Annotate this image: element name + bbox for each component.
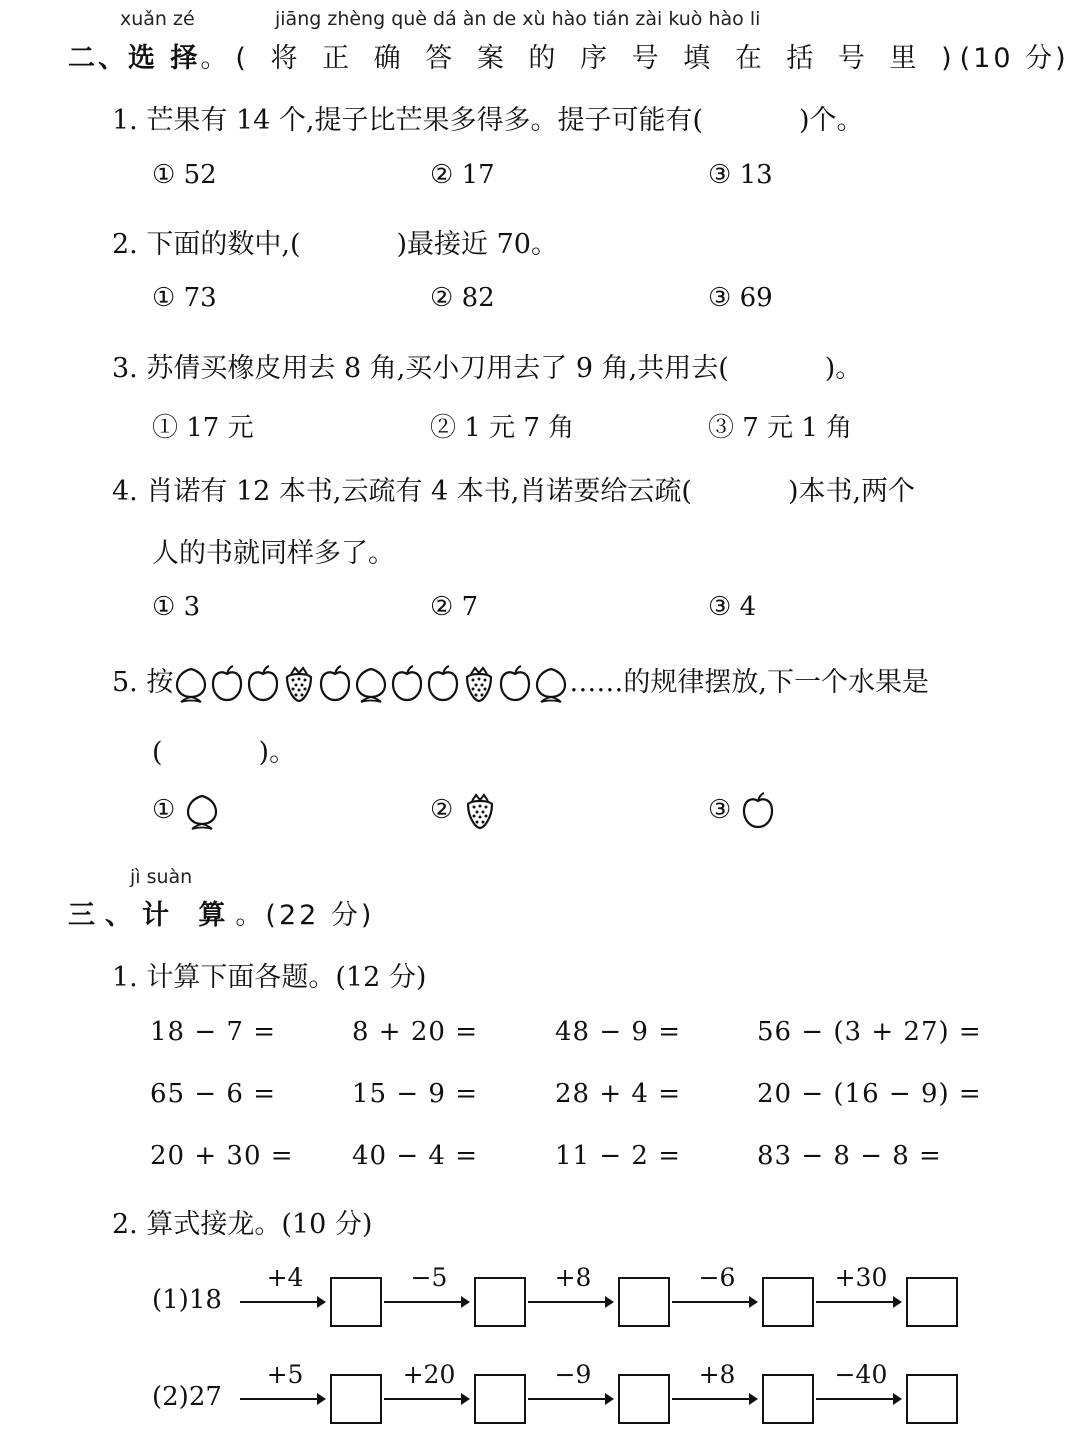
question-text: 芒果有 14 个,提子比芒果多得多。提子可能有( <box>146 105 703 136</box>
q2-option-3[interactable]: ③ 69 <box>708 283 773 313</box>
section2-header <box>68 36 1069 75</box>
chain-arrow <box>528 1301 612 1303</box>
chain-op: +5 <box>266 1360 304 1389</box>
equation: 15 − 9 = <box>352 1079 478 1109</box>
q4-option-1[interactable]: ① 3 <box>152 592 201 622</box>
question-4-continued: 人的书就同样多了。 <box>152 538 395 569</box>
answer-box[interactable] <box>330 1277 382 1327</box>
question-2 <box>112 222 558 261</box>
question-text-end: )本书,两个 <box>787 476 916 507</box>
q1-option-3[interactable]: ③ 13 <box>708 160 773 190</box>
fruit-sequence <box>173 667 569 698</box>
strawberry-icon <box>281 665 317 703</box>
apple-icon <box>740 792 776 830</box>
chain-arrow <box>816 1398 900 1400</box>
answer-box[interactable] <box>618 1277 670 1327</box>
apple-icon <box>389 665 425 703</box>
q3-option-2[interactable]: ② 1 元 7 角 <box>430 413 575 443</box>
equation: 18 − 7 = <box>150 1017 276 1047</box>
apple-icon <box>245 665 281 703</box>
paren-close: )。 <box>258 737 297 768</box>
option-marker: ① <box>152 795 176 825</box>
question-3 <box>112 346 862 385</box>
answer-box[interactable] <box>762 1277 814 1327</box>
chain-op: −5 <box>410 1263 448 1292</box>
question-number: 5. <box>112 667 138 698</box>
q5-option-2[interactable] <box>430 792 498 830</box>
chain-arrow <box>240 1301 324 1303</box>
chain-arrow <box>240 1398 324 1400</box>
question-5 <box>112 660 929 703</box>
answer-box[interactable] <box>762 1374 814 1424</box>
chain-2-start: (2)27 <box>152 1382 222 1412</box>
section2-score: (10 分) <box>959 43 1069 74</box>
q5-option-3[interactable] <box>708 792 776 830</box>
apple-icon <box>425 665 461 703</box>
equation: 28 + 4 = <box>555 1079 681 1109</box>
question-text-end: )最接近 70。 <box>396 229 558 260</box>
apple-icon <box>317 665 353 703</box>
q2-option-2[interactable]: ② 82 <box>430 283 495 313</box>
q1-option-1[interactable]: ① 52 <box>152 160 217 190</box>
question-text: 下面的数中,( <box>146 229 301 260</box>
peach-icon <box>353 665 389 703</box>
question-number: 2. <box>112 229 138 260</box>
answer-box[interactable] <box>330 1374 382 1424</box>
answer-box[interactable] <box>906 1277 958 1327</box>
answer-box[interactable] <box>474 1374 526 1424</box>
peach-icon <box>184 792 220 830</box>
question-1 <box>112 98 864 137</box>
question-4 <box>112 469 915 508</box>
q1-option-2[interactable]: ② 17 <box>430 160 495 190</box>
question-text-end: )。 <box>824 353 863 384</box>
question-text-end: ……的规律摆放,下一个水果是 <box>569 667 929 698</box>
equation: 20 + 30 = <box>150 1141 294 1171</box>
question-text: 苏倩买橡皮用去 8 角,买小刀用去了 9 角,共用去( <box>146 353 729 384</box>
chain-arrow <box>816 1301 900 1303</box>
pinyin-jisuan: jì suàn <box>130 866 193 888</box>
chain-op: +20 <box>402 1360 456 1389</box>
q4-option-3[interactable]: ③ 4 <box>708 592 757 622</box>
chain-arrow <box>672 1398 756 1400</box>
equation: 56 − (3 + 27) = <box>757 1017 982 1047</box>
section3-dot: 。 <box>235 900 266 931</box>
question-text: 算式接龙。(10 分) <box>146 1209 373 1240</box>
apple-icon <box>497 665 533 703</box>
section3-header <box>68 893 374 932</box>
subquestion-2 <box>112 1202 372 1241</box>
chain-arrow <box>384 1398 468 1400</box>
section3-title: 三、计 算 <box>68 900 236 931</box>
chain-arrow <box>672 1301 756 1303</box>
question-text: 肖诺有 12 本书,云疏有 4 本书,肖诺要给云疏( <box>146 476 692 507</box>
question-number: 2. <box>112 1209 138 1240</box>
chain-op: +8 <box>698 1360 736 1389</box>
chain-op: +8 <box>554 1263 592 1292</box>
q5-option-1[interactable] <box>152 792 220 830</box>
question-number: 1. <box>112 962 138 993</box>
q4-option-2[interactable]: ② 7 <box>430 592 479 622</box>
answer-box[interactable] <box>618 1374 670 1424</box>
section3-score: (22 分) <box>265 900 375 931</box>
option-marker: ③ <box>708 795 732 825</box>
chain-op: +4 <box>266 1263 304 1292</box>
pinyin-instruction: jiāng zhèng què dá àn de xù hào tián zài kuò hào li <box>275 8 761 30</box>
question-text: 计算下面各题。(12 分) <box>146 962 427 993</box>
q2-option-1[interactable]: ① 73 <box>152 283 217 313</box>
peach-icon <box>173 665 209 703</box>
equation: 8 + 20 = <box>352 1017 478 1047</box>
question-text: 按 <box>146 667 174 698</box>
chain-arrow <box>528 1398 612 1400</box>
chain-op: −6 <box>698 1263 736 1292</box>
chain-1-start: (1)18 <box>152 1285 222 1315</box>
equation: 83 − 8 − 8 = <box>757 1141 942 1171</box>
answer-box[interactable] <box>906 1374 958 1424</box>
section2-title: 二、选 择 <box>68 43 201 74</box>
equation: 20 − (16 − 9) = <box>757 1079 982 1109</box>
question-number: 3. <box>112 353 138 384</box>
chain-op: +30 <box>834 1263 888 1292</box>
chain-op: −9 <box>554 1360 592 1389</box>
option-marker: ② <box>430 795 454 825</box>
question-text-end: )个。 <box>799 105 864 136</box>
chain-arrow <box>384 1301 468 1303</box>
answer-box[interactable] <box>474 1277 526 1327</box>
q3-option-3[interactable]: ③ 7 元 1 角 <box>708 413 853 443</box>
apple-icon <box>209 665 245 703</box>
section2-instruction: 。( 将 正 确 答 案 的 序 号 填 在 括 号 里 ) <box>200 43 960 74</box>
pinyin-xuanze: xuǎn zé <box>120 8 195 30</box>
question-5-continued <box>152 730 296 769</box>
peach-icon <box>533 665 569 703</box>
equation: 40 − 4 = <box>352 1141 478 1171</box>
strawberry-icon <box>461 665 497 703</box>
equation: 48 − 9 = <box>555 1017 681 1047</box>
q3-option-1[interactable]: ① 17 元 <box>152 413 254 443</box>
paren-open: ( <box>152 737 163 768</box>
question-number: 4. <box>112 476 138 507</box>
chain-op: −40 <box>834 1360 888 1389</box>
equation: 65 − 6 = <box>150 1079 276 1109</box>
subquestion-1 <box>112 955 426 994</box>
question-number: 1. <box>112 105 138 136</box>
equation: 11 − 2 = <box>555 1141 681 1171</box>
strawberry-icon <box>462 792 498 830</box>
